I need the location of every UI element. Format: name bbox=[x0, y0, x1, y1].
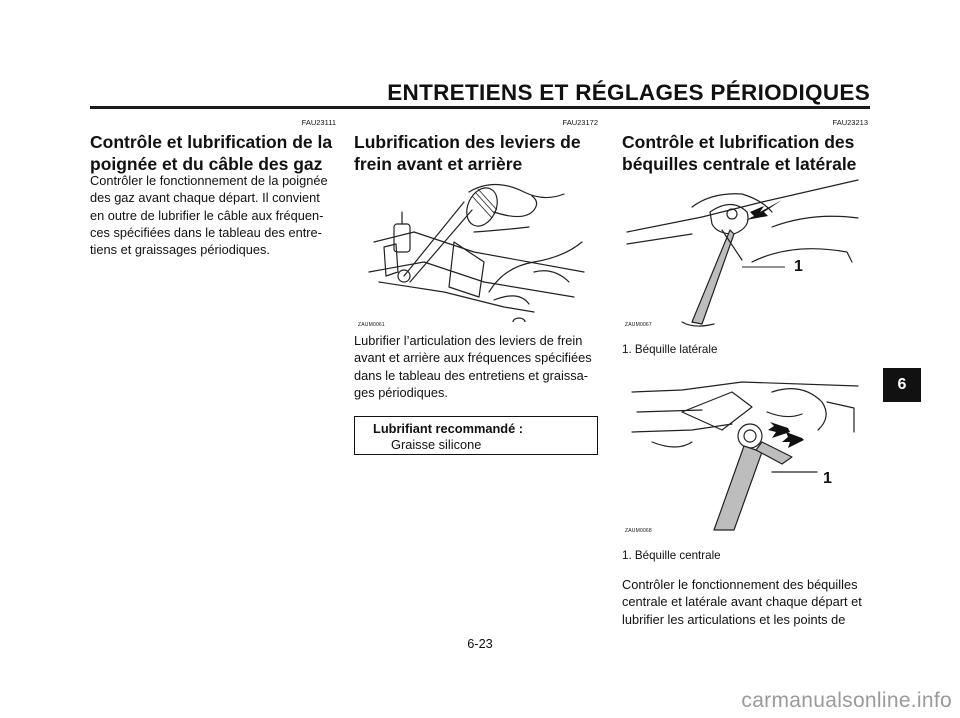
page-header-title: ENTRETIENS ET RÉGLAGES PÉRIODIQUES bbox=[387, 80, 870, 105]
body-line: Contrôler le fonctionnement de la poignée bbox=[90, 173, 328, 188]
section-title-line2: béquilles centrale et latérale bbox=[622, 154, 857, 174]
body-line: Contrôler le fonctionnement des béquilles bbox=[622, 577, 858, 592]
figure-caption: 1. Béquille centrale bbox=[622, 549, 721, 562]
section-code: FAU23172 bbox=[562, 118, 598, 127]
section-title-line2: frein avant et arrière bbox=[354, 154, 523, 174]
section-title-line1: Contrôle et lubrification des bbox=[622, 132, 855, 152]
body-line: Lubrifier l’articulation des leviers de frein bbox=[354, 333, 583, 348]
lubricant-label: Lubrifiant recommandé : bbox=[373, 421, 524, 436]
recommended-lubricant-box bbox=[354, 416, 598, 455]
brake-lever-illustration bbox=[354, 172, 598, 322]
centerstand-illustration bbox=[622, 372, 868, 532]
figure-code: ZAUM0067 bbox=[625, 322, 652, 328]
body-line: des gaz avant chaque départ. Il convient bbox=[90, 190, 320, 206]
figure-code: ZAUM0061 bbox=[358, 322, 385, 328]
callout-number: 1 bbox=[823, 470, 832, 487]
body-line: centrale et latérale avant chaque départ et bbox=[622, 594, 862, 610]
section-body bbox=[622, 576, 868, 628]
sidestand-illustration bbox=[622, 172, 868, 332]
figure-code: ZAUM0068 bbox=[625, 528, 652, 534]
body-line: ces spécifiées dans le tableau des entre- bbox=[90, 224, 322, 240]
section-code: FAU23213 bbox=[832, 118, 868, 127]
watermark-text: carmanualsonline.info bbox=[741, 689, 952, 712]
body-line: ges périodiques. bbox=[354, 384, 448, 400]
section-title-line2: poignée et du câble des gaz bbox=[90, 154, 323, 174]
section-code: FAU23111 bbox=[301, 118, 336, 127]
callout-number: 1 bbox=[794, 258, 803, 275]
body-line: en outre de lubrifier le câble aux fréquen- bbox=[90, 207, 324, 223]
section-title-line1: Lubrification des leviers de bbox=[354, 132, 581, 152]
section-body bbox=[90, 172, 336, 258]
page-number: 6-23 bbox=[467, 636, 493, 651]
body-line: dans le tableau des entretiens et graissa- bbox=[354, 367, 589, 383]
body-line: avant et arrière aux fréquences spécifiées bbox=[354, 350, 592, 366]
lubricant-value: Graisse silicone bbox=[391, 437, 482, 452]
section-title-line1: Contrôle et lubrification de la bbox=[90, 132, 333, 152]
section-body bbox=[354, 332, 598, 401]
body-line: lubrifier les articulations et les points de bbox=[622, 611, 846, 627]
figure-caption: 1. Béquille latérale bbox=[622, 343, 718, 356]
chapter-tab: 6 bbox=[883, 368, 921, 402]
header-rule bbox=[90, 106, 870, 109]
body-line: tiens et graissages périodiques. bbox=[90, 242, 270, 258]
